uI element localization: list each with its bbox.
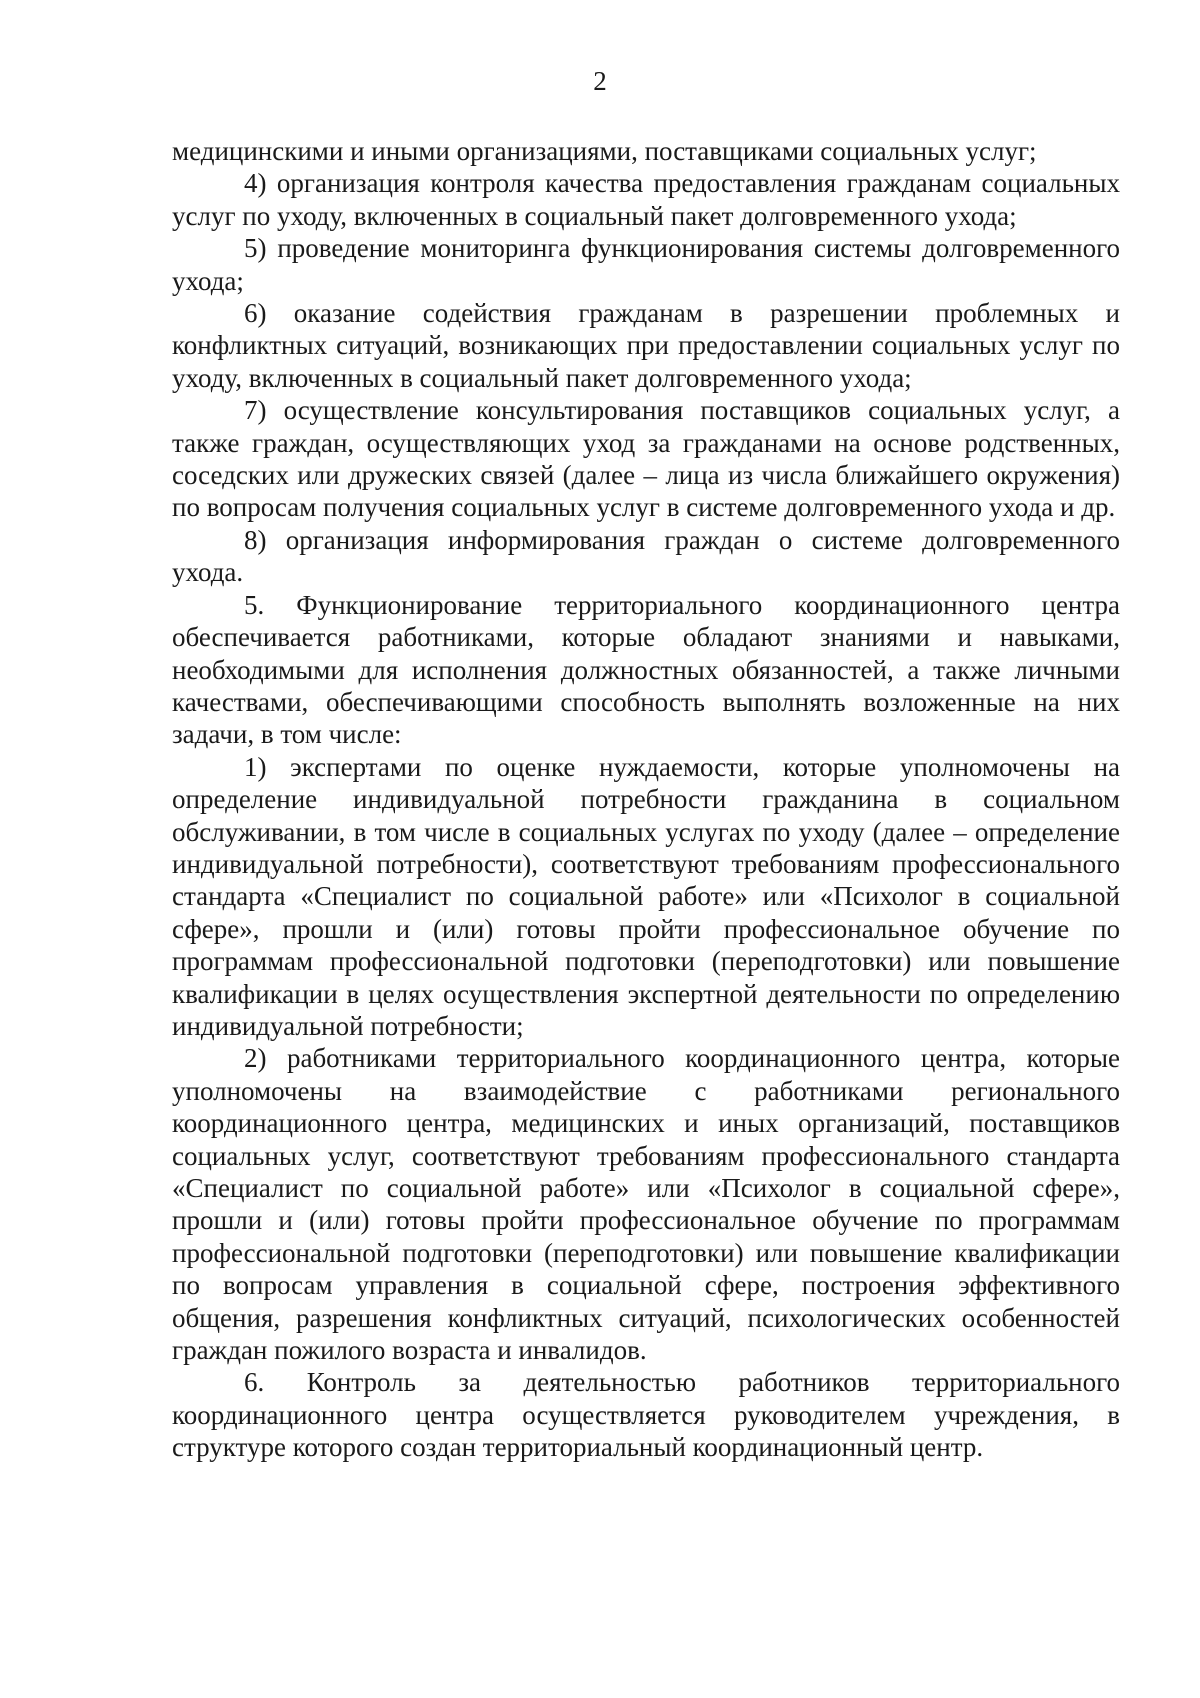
paragraph-item-5: 5) проведение мониторинга функционирования системы долговременного ухода; [172, 233, 1120, 296]
paragraph-continuation: медицинскими и иными организациями, поставщиками социальных услуг; [172, 136, 1037, 166]
paragraph-subitem-2: 2) работниками территориального координационного центра, которые уполномочены на взаимодействие с работниками регионального координационного центра, медицинских и иных организаций, поставщиков социальных услуг, соответствуют требованиям профессионального стандарта «Специалист по социальной работе» или «Психолог в социальной сфере», прошли и (или) готовы пройти профессиональное обучение по программам профессиональной подготовки (переподготовки) или повышение квалификации по вопросам управления в социальной сфере, построения эффективного общения, разрешения конфликтных ситуаций, психологических особенностей граждан пожилого возраста и инвалидов. [172, 1043, 1120, 1366]
document-body [172, 135, 1120, 1464]
paragraph-item-6: 6) оказание содействия гражданам в разрешении проблемных и конфликтных ситуаций, возникающих при предоставлении социальных услуг по уходу, включенных в социальный пакет долговременного ухода; [172, 298, 1120, 393]
paragraph-item-7: 7) осуществление консультирования поставщиков социальных услуг, а также граждан, осуществляющих уход за гражданами на основе родственных, соседских или дружеских связей (далее – лица из числа ближайшего окружения) по вопросам получения социальных услуг в системе долговременного ухода и др. [172, 395, 1120, 523]
paragraph-section-5: 5. Функционирование территориального координационного центра обеспечивается работниками, которые обладают знаниями и навыками, необходимыми для исполнения должностных обязанностей, а также личными качествами, обеспечивающими способность выполнять возложенные на них задачи, в том числе: [172, 589, 1120, 750]
paragraph-item-8: 8) организация информирования граждан о системе долговременного ухода. [172, 524, 1120, 588]
paragraph-item-4: 4) организация контроля качества предоставления гражданам социальных услуг по уходу, включенных в социальный пакет долговременного ухода; [172, 168, 1120, 231]
page-number: 2 [593, 66, 607, 96]
paragraph-subitem-1: 1) экспертами по оценке нуждаемости, которые уполномочены на определение индивидуальной потребности гражданина в социальном обслуживании, в том числе в социальных услугах по уходу (далее – определение индивидуальной потребности), соответствуют требованиям профессионального стандарта «Специалист по социальной работе» или «Психолог в социальной сфере», прошли и (или) готовы пройти профессиональное обучение по программам профессиональной подготовки (переподготовки) или повышение квалификации в целях осуществления экспертной деятельности по определению индивидуальной потребности; [172, 751, 1120, 1041]
paragraph-section-6: 6. Контроль за деятельностью работников территориального координационного центра осуществляется руководителем учреждения, в структуре которого создан территориальный координационный центр. [172, 1367, 1120, 1463]
